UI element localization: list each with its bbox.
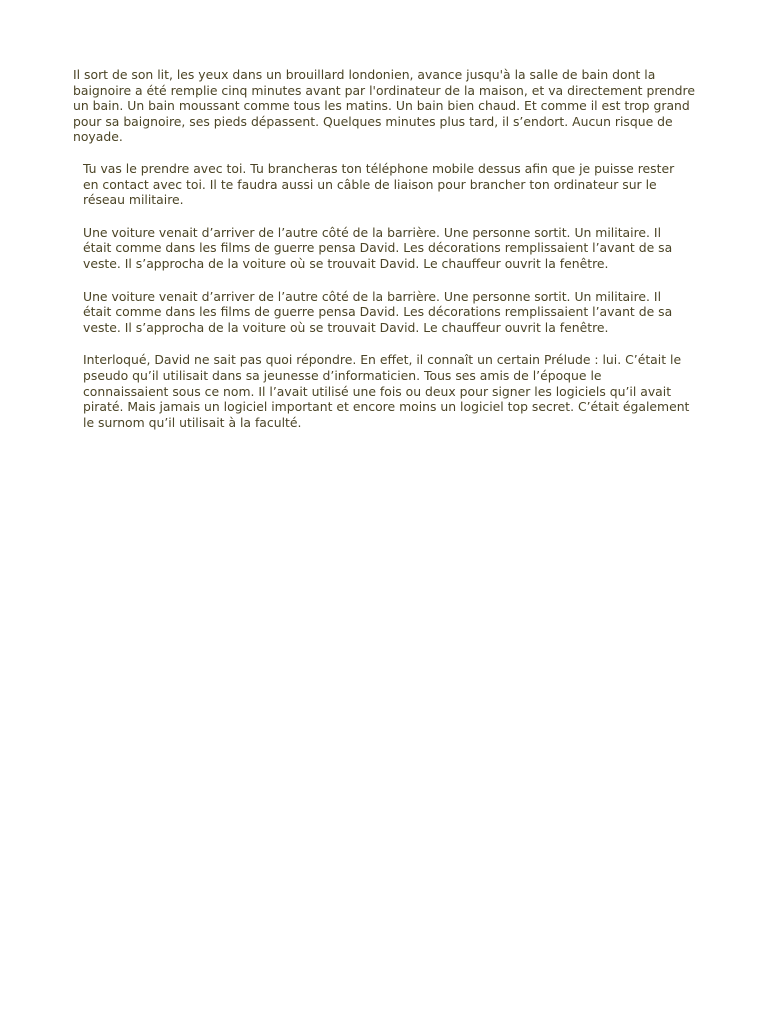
paragraph-car-arrival: Une voiture venait d’arriver de l’autre côté de la barrière. Une personne sortit. Un militaire. Il était comme dans les films de guerre pensa David. Les décorations remplissaient l’avant de sa veste. Il s’approcha de la voiture où se trouvait David. Le chauffeur ouvrit la fenêtre. [83,224,673,271]
paragraph-prelude: Interloqué, David ne sait pas quoi répondre. En effet, il connaît un certain Prélude : lui. C’était le pseudo qu’il utilisait dans sa jeunesse d’informaticien. Tous ses amis de l’époque le connaissaient sous ce nom. Il l’avait utilisé une fois ou deux pour signer les logiciels qu’il avait piraté. Mais jamais un logiciel important et encore moins un logiciel top secret. C’était également le surnom qu’il utilisait à la faculté. [83,352,690,430]
paragraph-bath: Il sort de son lit, les yeux dans un brouillard londonien, avance jusqu'à la salle de bain dont la baignoire a été remplie cinq minutes avant par l'ordinateur de la maison, et va directement prendre un bain. Un bain moussant comme tous les matins. Un bain bien chaud. Et comme il est trop grand pour sa baignoire, ses pieds dépassent. Quelques minutes plus tard, il s’endort. Aucun risque de noyade. [73,67,695,145]
paragraph-phone: Tu vas le prendre avec toi. Tu brancheras ton téléphone mobile dessus afin que je puisse rester en contact avec toi. Il te faudra aussi un câble de liaison pour brancher ton ordinateur sur le réseau militaire. [83,160,675,208]
paragraph-car-arrival-repeat: Une voiture venait d’arriver de l’autre côté de la barrière. Une personne sortit. Un militaire. Il était comme dans les films de guerre pensa David. Les décorations remplissaient l’avant de sa veste. Il s’approcha de la voiture où se trouvait David. Le chauffeur ouvrit la fenêtre. [83,288,673,335]
